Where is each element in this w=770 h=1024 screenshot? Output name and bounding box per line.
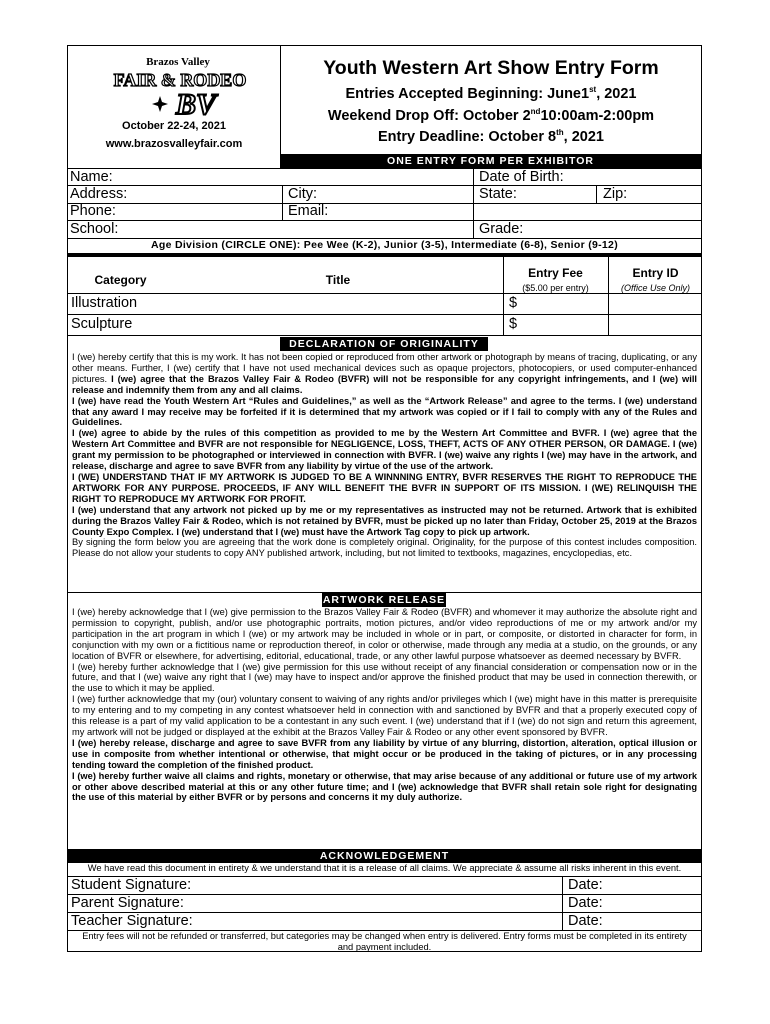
logo-main-text: FAIR & RODEO (113, 70, 247, 90)
parent-signature[interactable]: Parent Signature: (71, 895, 184, 911)
row-fee-illustration[interactable]: $ (509, 295, 518, 311)
divider (68, 335, 701, 336)
email-label[interactable]: Email: (288, 203, 329, 219)
divider (562, 876, 563, 930)
parent-date[interactable]: Date: (568, 895, 603, 911)
website-link[interactable]: www.brazosvalleyfair.com (105, 138, 243, 150)
col-category: Category (94, 273, 147, 287)
row-category-sculpture[interactable]: Sculpture (71, 316, 133, 332)
acknowledgement-bar: ACKNOWLEDGEMENT (68, 849, 701, 863)
logo-top-text: Brazos Valley (146, 56, 210, 68)
address-label[interactable]: Address: (70, 186, 128, 202)
zip-label[interactable]: Zip: (603, 186, 628, 202)
col-id-sub: (Office Use Only) (620, 283, 690, 293)
divider (68, 203, 701, 204)
fair-logo (98, 52, 248, 118)
student-date[interactable]: Date: (568, 877, 603, 893)
divider (68, 220, 701, 221)
drop-off: Weekend Drop Off: October 2nd10:00am-2:00pm (327, 107, 655, 124)
name-label[interactable]: Name: (70, 169, 113, 185)
teacher-signature[interactable]: Teacher Signature: (71, 913, 193, 929)
declaration-text: I (we) hereby certify that this is my work. It has not been copied or reproduced from other artwork or photograph by means of tracing, duplicating, or any other means. Further, I (we) certify that I have not used mechanical devices such as opaque projectors, photocopiers, or used computer-enhanced pictures. I (we) agree that the Brazos Valley Fair & Rodeo (BVFR) will not be responsible for any copyright infringements, and I (we) will release and indemnify them from any and all claims. I (we) have read the Youth Western Art “Rules and Guidelines,” as well as the “Artwork Release” and agree to the terms. I (we) understand that any award I may receive may be forfeited if it is determined that my artwork was copied or if I fail to comply with any of the Rules and Guidelines. I (we) agree to abide by the rules of this competition as provided to me by the Western Art Committee and BVFR. I (we) agree that the Western Art Committee and BVFR are not responsible for NEGLIGENCE, LOSS, THEFT, ACTS OF ANY OTHER PERSON, OR DAMAGE. I (we) grant my permission to be photographed or interviewed in connection with BVFR. I (we) waive any rights I (we) may have in the artwork, and release, discharge and agree to save BVFR from any liability by virtue of the use of the artwork. I (WE) UNDERSTAND THAT IF MY ARTWORK IS JUDGED TO BE A WINNNING ENTRY, BVFR RESERVES THE RIGHT TO REPRODUCE THE ARTWORK FOR ANY PURPOSE. PROCEEDS, IF ANY WILL BENEFIT THE BVFR IN SUPPORT OF ITS MISSION. I (WE) RELINQUISH THE RIGHT TO REPRODUCE MY ARTWORK FOR PROFIT. I (we) understand that any artwork not picked up by me or my representatives as instructed may not be returned. Artwork that is exhibited during the Brazos Valley Fair & Rodeo, which is not retained by BVFR, must be picked up no later than Friday, October 25, 2019 at the Brazos County Expo Complex. I (we) understand that I (we) must have the Artwork Tag copy to pick up artwork. By signing the form below you are agreeing that the work done is completely original. Originality, for the purpose of this contest includes composition. Please do not allow your students to copy ANY published artwork, including, but not limited to textbooks, magazines, encyclopedias, etc. (72, 352, 697, 559)
grade-label[interactable]: Grade: (479, 221, 524, 237)
form-title: Youth Western Art Show Entry Form (323, 57, 659, 79)
divider (503, 255, 504, 335)
dob-label[interactable]: Date of Birth: (479, 169, 564, 185)
ack-text: We have read this document in entirety & we understand that it is a release of all claims. We appreciate & assume all risks inherent in this event. (87, 863, 682, 873)
entries-accepted: Entries Accepted Beginning: June1st, 2021 (345, 85, 637, 102)
age-division[interactable]: Age Division (CIRCLE ONE): Pee Wee (K-2), Junior (3-5), Intermediate (6-8), Senior (9-12) (151, 239, 618, 251)
student-signature[interactable]: Student Signature: (71, 877, 192, 893)
divider (68, 293, 701, 294)
col-title: Title (325, 273, 351, 287)
divider (596, 185, 597, 203)
logo-bv-text: BV (175, 88, 217, 118)
phone-label[interactable]: Phone: (70, 203, 116, 219)
release-text: I (we) hereby acknowledge that I (we) give permission to the Brazos Valley Fair & Rodeo (BVFR) and whomever it may authorize the absolute right and permission to copyright, publish, and/or use photographic portraits, motion pictures, and/or video reproductions of me or my artwork and/or my participation in the art program in which I (we) or my artwork may be included in whole or in part, or composite, or distorted in character for form, in conjunction with my own or a fictitious name or reproduction thereof, in color or otherwise, made through any media at a studio, on the grounds, or any location of BVFR or elsewhere, for advertising, editorial, educational, trade, or any other lawful purpose whatsoever as deemed necessary by BVFR. I (we) hereby further acknowledge that I (we) give permission for this use without receipt of any financial consideration or compensation now or in the future, and that I (we) waive any right that I (we) may have to inspect and/or approve the finished product that may be used in connection therewith, or the use to which it may be applied. I (we) further acknowledge that my (our) voluntary consent to waiving of any rights and/or privileges which I (we) might have in this matter is prerequisite to my entering and to my competing in any contest whatsoever held in connection with and sanctioned by BVFR and that a properly executed copy of this release is a part of my valid application to be a contestant in any such event. I (we) understand that if I (we) do not sign and return this agreement, my artwork will not be judged or displayed at the exhibit at the Brazos Valley Fair & Rodeo or any other event sponsored by BVFR. I (we) hereby release, discharge and agree to save BVFR from any liability by virtue of any blurring, distortion, alteration, optical illusion or use in composite from whether intentional or otherwise, that might occur or be produced in the taking of pictures, or in any processing tending toward the completion of the finished product. I (we) hereby further waive all claims and rights, monetary or otherwise, that may arise because of any additional or future use of my artwork or other above described material at this or any other future time; and I (we) acknowledge that BVFR shall retain sole right for designating the use of this material by either BVFR or by persons and concerns it my duly authorize. (72, 607, 697, 803)
event-dates: October 22-24, 2021 (122, 120, 226, 132)
divider (68, 168, 701, 169)
divider (68, 314, 701, 315)
one-entry-bar: ONE ENTRY FORM PER EXHIBITOR (280, 154, 701, 168)
star-icon (152, 96, 168, 112)
school-label[interactable]: School: (70, 221, 119, 237)
row-category-illustration[interactable]: Illustration (71, 295, 138, 311)
divider (68, 253, 701, 257)
logo-graphic (98, 52, 248, 118)
col-id: Entry ID (632, 266, 679, 280)
divider (608, 255, 609, 335)
entry-deadline: Entry Deadline: October 8th, 2021 (378, 128, 604, 145)
col-fee: Entry Fee (528, 266, 583, 280)
city-label[interactable]: City: (288, 186, 317, 202)
state-label[interactable]: State: (479, 186, 517, 202)
declaration-bar: DECLARATION OF ORIGINALITY (280, 337, 488, 351)
col-fee-sub: ($5.00 per entry) (522, 283, 589, 293)
footer-note: Entry fees will not be refunded or transferred, but categories may be changed when entry is delivered. Entry forms must be completed in its entirety and payment included. (82, 931, 687, 952)
entry-form (67, 45, 702, 952)
row-fee-sculpture[interactable]: $ (509, 316, 518, 332)
release-bar: ARTWORK RELEASE (322, 594, 446, 606)
teacher-date[interactable]: Date: (568, 913, 603, 929)
